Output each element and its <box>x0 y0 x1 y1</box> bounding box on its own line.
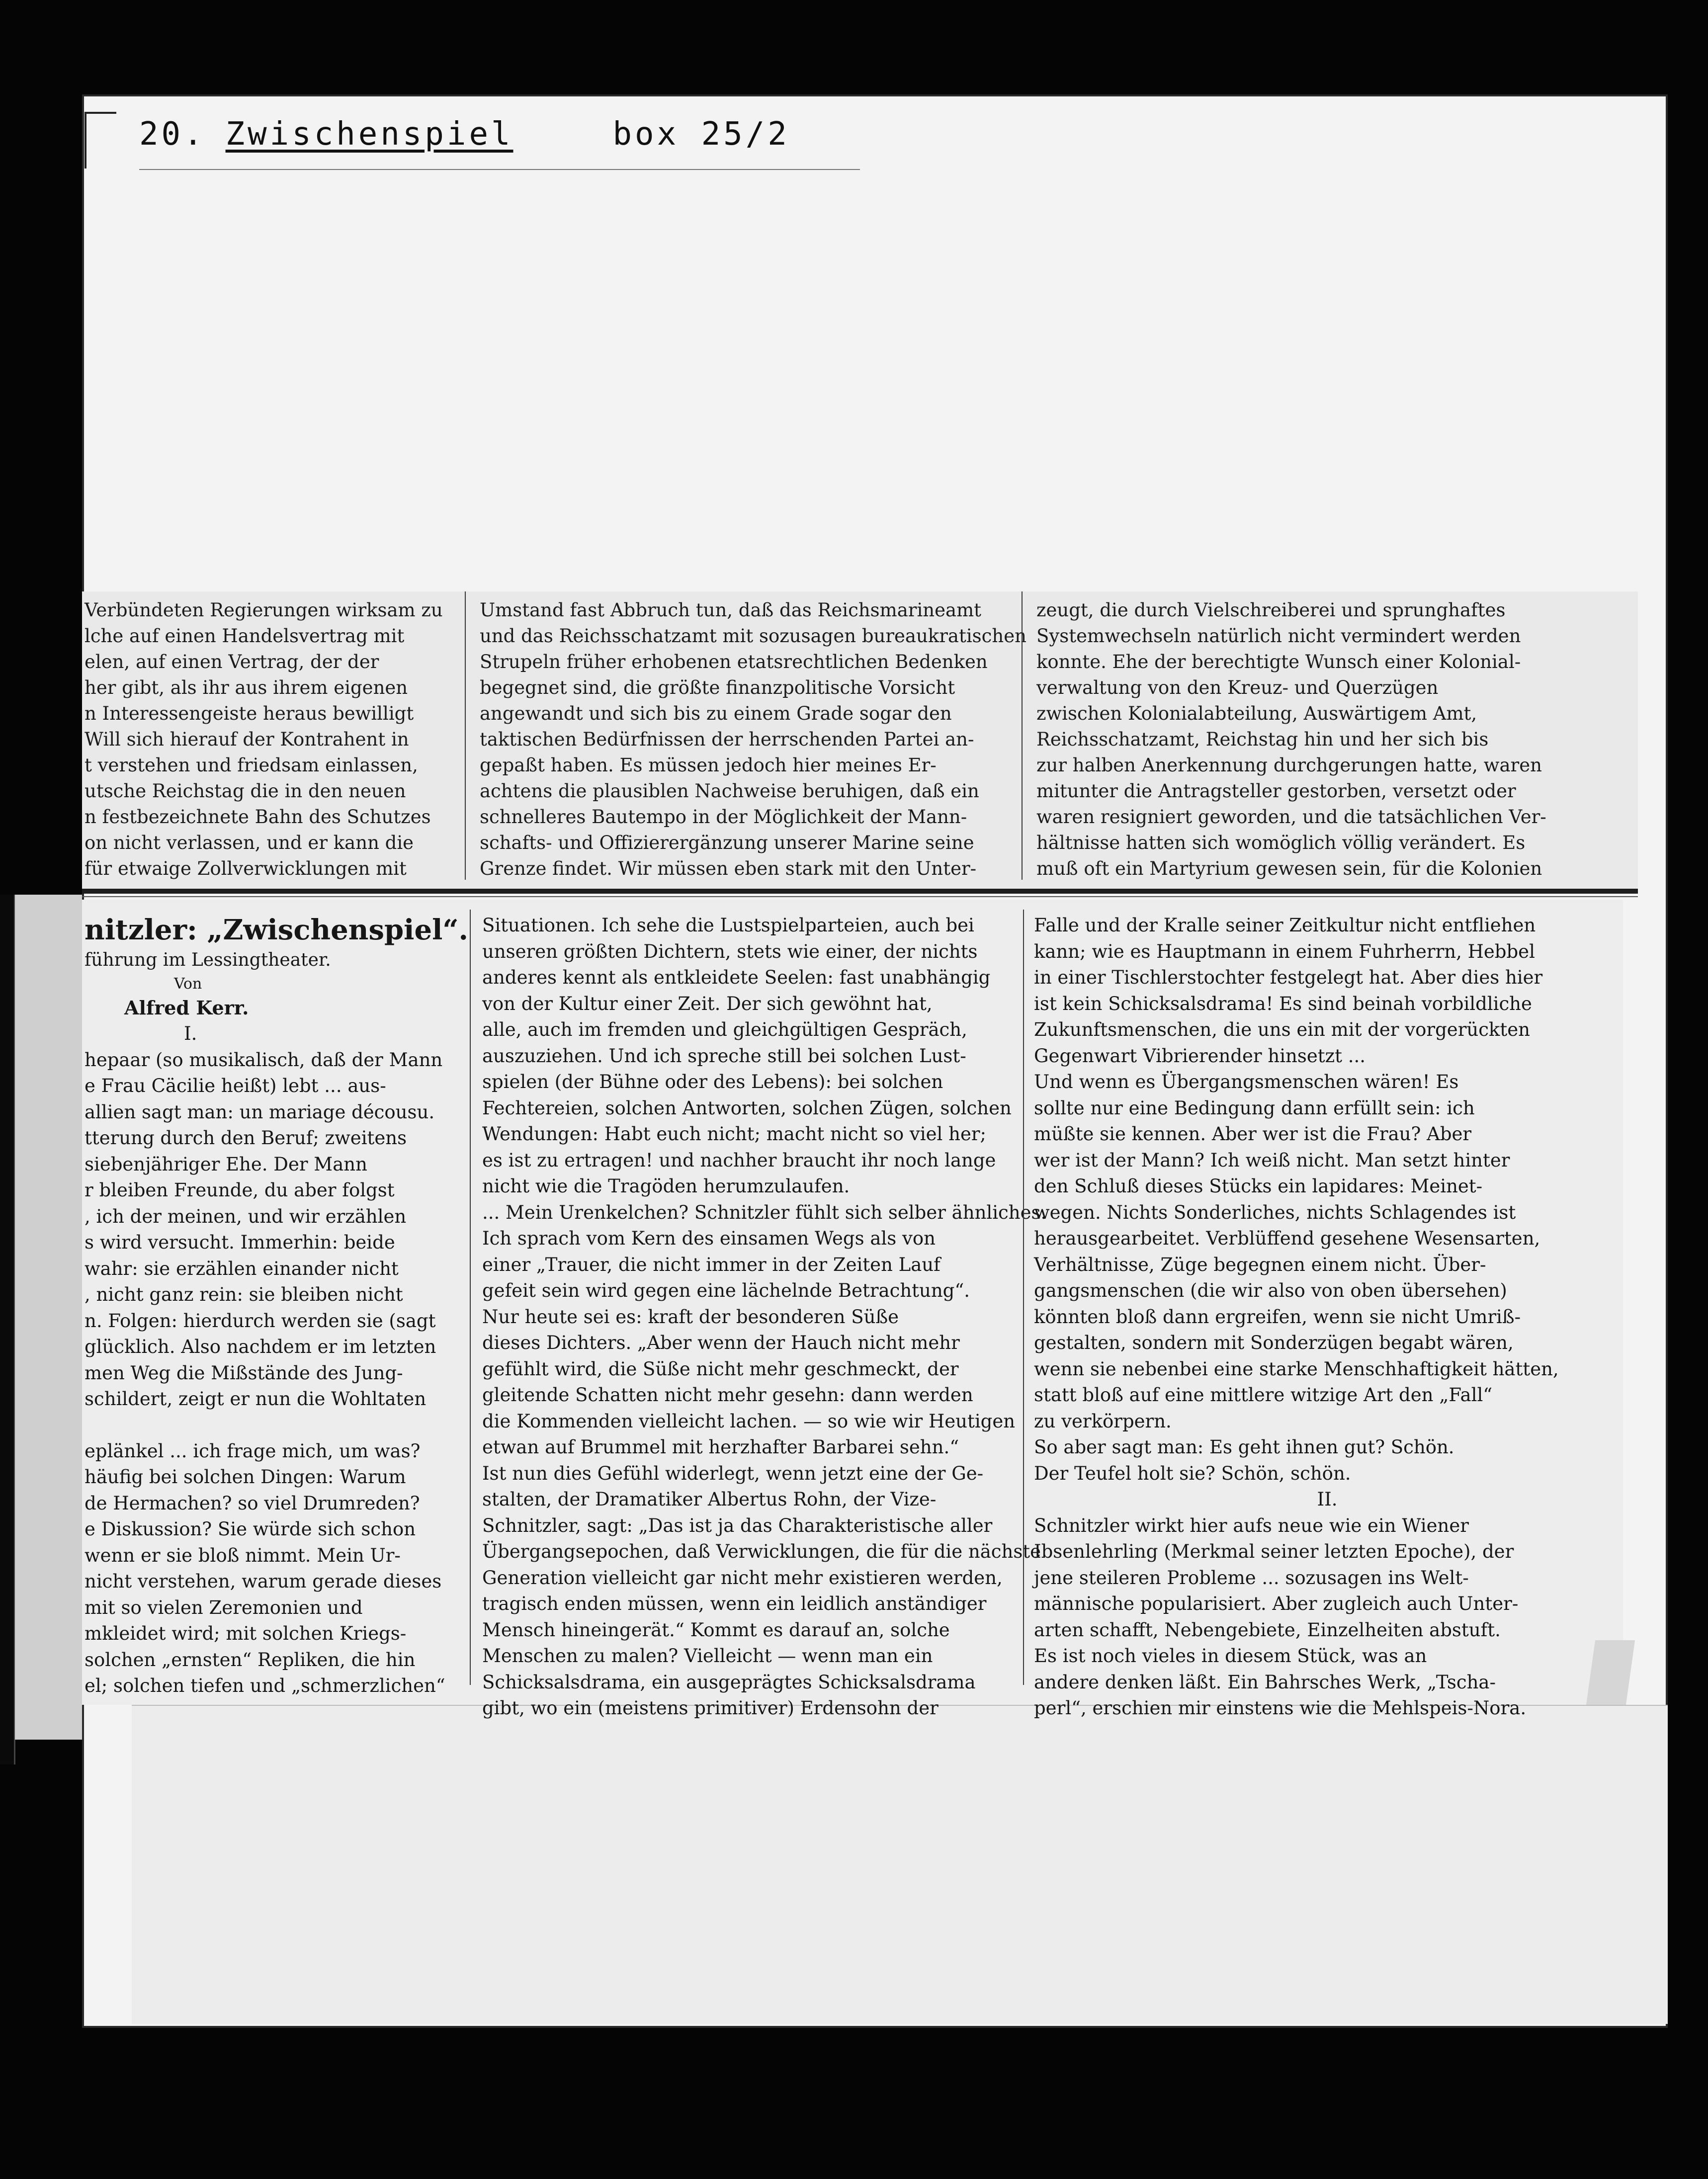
text-line: Und wenn es Übergangsmenschen wären! Es <box>1034 1071 1459 1092</box>
top-column-3 <box>1036 597 1633 882</box>
article-separator-thick <box>82 889 1638 894</box>
text-line: sollte nur eine Bedingung dann erfüllt sein: ich <box>1034 1097 1475 1119</box>
text-line: glücklich. Also nachdem er im letzten <box>85 1336 436 1357</box>
text-line: So aber sagt man: Es geht ihnen gut? Schön. <box>1034 1436 1454 1458</box>
text-line: in einer Tischlerstochter festgelegt hat. Aber dies hier <box>1034 967 1543 988</box>
text-line: tterung durch den Beruf; zweitens <box>85 1127 407 1149</box>
top-column-1 <box>85 597 529 882</box>
text-line: gefühlt wird, die Süße nicht mehr geschmeckt, der <box>482 1358 959 1380</box>
text-line: ist kein Schicksalsdrama! Es sind beinah vorbildliche <box>1034 993 1532 1014</box>
text-line: muß oft ein Martyrium gewesen sein, für die Kolonien <box>1036 858 1542 879</box>
text-line: müßte sie kennen. Aber wer ist die Frau? Aber <box>1034 1123 1472 1145</box>
header-rule <box>139 169 860 170</box>
column-rule <box>470 910 471 1685</box>
text-line: männische popularisiert. Aber zugleich auch Unter- <box>1034 1593 1519 1614</box>
text-line: kann; wie es Hauptmann in einem Fuhrherrn, Hebbel <box>1034 940 1535 962</box>
text-line: n festbezeichnete Bahn des Schutzes <box>85 806 431 828</box>
text-line: ... Mein Urenkelchen? Schnitzler fühlt sich selber ähnliches. <box>482 1201 1047 1223</box>
text-line: einer „Trauer, die nicht immer in der Zeiten Lauf <box>482 1254 940 1275</box>
text-line: Es ist noch vieles in diesem Stück, was an <box>1034 1645 1427 1667</box>
text-line: andere denken läßt. Ein Bahrsches Werk, „Tscha- <box>1034 1671 1496 1693</box>
text-line: es ist zu ertragen! und nachher braucht ihr noch lange <box>482 1149 996 1171</box>
text-line: herausgearbeitet. Verblüffend gesehene Wesensarten, <box>1034 1228 1540 1249</box>
column-rule <box>1023 910 1024 1685</box>
text-line: n Interessengeiste heraus bewilligt <box>85 703 414 724</box>
text-line: etwan auf Brummel mit herzhafter Barbarei sehn.“ <box>482 1436 959 1458</box>
review-column-2 <box>482 913 1104 1722</box>
text-line: Verhältnisse, Züge begegnen einem nicht. Über- <box>1034 1254 1486 1275</box>
text-line: anderes kennt als entkleidete Seelen: fast unabhängig <box>482 967 991 988</box>
top-clipping <box>82 591 1638 892</box>
text-line: zeugt, die durch Vielschreiberei und sprunghaftes <box>1036 599 1506 621</box>
text-line: Ist nun dies Gefühl widerlegt, wenn jetzt eine der Ge- <box>482 1462 984 1484</box>
text-line: gefeit sein wird gegen eine lächelnde Betrachtung“. <box>482 1280 970 1301</box>
text-line: Fechtereien, solchen Antworten, solchen Zügen, solchen <box>482 1097 1012 1119</box>
text-line: Zukunftsmenschen, die uns ein mit der vorgerückten <box>1034 1019 1530 1040</box>
text-line: elen, auf einen Vertrag, der der <box>85 651 379 672</box>
text-line: Umstand fast Abbruch tun, daß das Reichsmarineamt <box>480 599 982 621</box>
text-line: her gibt, als ihr aus ihrem eigenen <box>85 677 408 698</box>
text-line: die Kommenden vielleicht lachen. — so wie wir Heutigen <box>482 1410 1016 1432</box>
left-film-edge <box>0 895 15 1764</box>
text-line: Übergangsepochen, daß Verwicklungen, die für die nächste <box>482 1541 1041 1562</box>
article-title: nitzler: „Zwischenspiel“. <box>85 914 469 946</box>
text-line: konnte. Ehe der berechtigte Wunsch einer Kolonial- <box>1036 651 1521 672</box>
text-line: n. Folgen: hierdurch werden sie (sagt <box>85 1310 436 1332</box>
text-line: Schnitzler wirkt hier aufs neue wie ein Wiener <box>1034 1514 1469 1536</box>
text-line: waren resigniert geworden, und die tatsächlichen Ver- <box>1036 806 1546 828</box>
text-line: Falle und der Kralle seiner Zeitkultur nicht entfliehen <box>1034 915 1536 936</box>
column-rule <box>465 591 466 880</box>
review-column-1 <box>85 913 469 1699</box>
text-line: alle, auch im fremden und gleichgültigen Gespräch, <box>482 1019 967 1040</box>
text-line: wahr: sie erzählen einander nicht <box>85 1257 399 1279</box>
text-line: nicht wie die Tragöden herumzulaufen. <box>482 1175 850 1197</box>
text-line: Strupeln früher erhobenen etatsrechtlichen Bedenken <box>480 651 988 672</box>
review-clipping <box>82 900 1623 1719</box>
text-line: el; solchen tiefen und „schmerzlichen“ <box>85 1675 445 1696</box>
text-line: häufig bei solchen Dingen: Warum <box>85 1466 406 1488</box>
corner-mark <box>85 112 116 168</box>
text-line: angewandt und sich bis zu einem Grade sogar den <box>480 703 952 724</box>
text-line: wenn sie nebenbei eine starke Menschhaftigkeit hätten, <box>1034 1358 1559 1380</box>
text-line: Schicksalsdrama, ein ausgeprägtes Schicksalsdrama <box>482 1671 976 1693</box>
text-line: achtens die plausiblen Nachweise beruhigen, daß ein <box>480 780 979 802</box>
text-line: tragisch enden müssen, wenn ein leidlich anständiger <box>482 1593 987 1614</box>
text-line: statt bloß auf eine mittlere witzige Art den „Fall“ <box>1034 1384 1493 1406</box>
text-line: wer ist der Mann? Ich weiß nicht. Man setzt hinter <box>1034 1149 1510 1171</box>
text-line: mkleidet wird; mit solchen Kriegs- <box>85 1623 407 1644</box>
top-column-2 <box>480 597 1086 882</box>
text-line: stalten, der Dramatiker Albertus Rohn, der Vize- <box>482 1489 937 1510</box>
section-number-two: II. <box>1317 1489 1338 1510</box>
text-line: schafts- und Offizierergänzung unserer Marine seine <box>480 832 974 853</box>
text-line: spielen (der Bühne oder des Lebens): bei solchen <box>482 1071 943 1092</box>
text-line: zu verkörpern. <box>1034 1410 1172 1432</box>
text-line: verwaltung von den Kreuz- und Querzügen <box>1036 677 1439 698</box>
text-line: gleitende Schatten nicht mehr gesehn: dann werden <box>482 1384 973 1406</box>
text-line: dieses Dichters. „Aber wenn der Hauch nicht mehr <box>482 1332 960 1353</box>
text-line: von der Kultur einer Zeit. Der sich gewöhnt hat, <box>482 993 933 1014</box>
left-adjacent-scrap <box>15 895 82 1740</box>
text-line: mit so vielen Zeremonien und <box>85 1596 363 1618</box>
text-line: Will sich hierauf der Kontrahent in <box>85 729 409 750</box>
text-line: men Weg die Mißstände des Jung- <box>85 1362 403 1384</box>
text-line: perl“, erschien mir einstens wie die Mehlspeis-Nora. <box>1034 1697 1527 1719</box>
text-line: Ich sprach vom Kern des einsamen Wegs als von <box>482 1228 936 1249</box>
text-line: de Hermachen? so viel Drumreden? <box>85 1492 420 1514</box>
author-byline: Alfred Kerr. <box>124 997 249 1019</box>
text-line: könnten bloß dann ergreifen, wenn sie nicht Umriß- <box>1034 1306 1521 1328</box>
text-line: on nicht verlassen, und er kann die <box>85 832 414 853</box>
text-line: Reichsschatzamt, Reichstag hin und her sich bis <box>1036 729 1489 750</box>
card-header <box>139 112 790 157</box>
text-line: Generation vielleicht gar nicht mehr existieren werden, <box>482 1567 1003 1589</box>
box-label: box 25/2 <box>612 116 790 153</box>
text-line: jene steileren Probleme ... sozusagen ins Welt- <box>1034 1567 1469 1589</box>
text-line: Der Teufel holt sie? Schön, schön. <box>1034 1462 1351 1484</box>
text-line: s wird versucht. Immerhin: beide <box>85 1232 395 1253</box>
text-line: , ich der meinen, und wir erzählen <box>85 1205 407 1227</box>
review-column-3 <box>1034 913 1621 1722</box>
text-line: Menschen zu malen? Vielleicht — wenn man ein <box>482 1645 933 1667</box>
text-line: Grenze findet. Wir müssen eben stark mit den Unter- <box>480 858 977 879</box>
text-line: allien sagt man: un mariage décousu. <box>85 1101 435 1123</box>
text-line: wenn er sie bloß nimmt. Mein Ur- <box>85 1544 401 1566</box>
text-line: zur halben Anerkennung durchgerungen hatte, waren <box>1036 754 1542 776</box>
text-line: schildert, zeigt er nun die Wohltaten <box>85 1388 427 1410</box>
text-line: für etwaige Zollverwicklungen mit <box>85 858 407 879</box>
text-line: gibt, wo ein (meistens primitiver) Erdensohn der <box>482 1697 939 1719</box>
text-line: hepaar (so musikalisch, daß der Mann <box>85 1049 443 1071</box>
text-line: utsche Reichstag die in den neuen <box>85 780 406 802</box>
text-line: Systemwechseln natürlich nicht vermindert werden <box>1036 625 1521 647</box>
text-line <box>85 1413 460 1438</box>
text-line: r bleiben Freunde, du aber folgst <box>85 1179 395 1201</box>
card-lower-blank <box>132 1705 1668 2024</box>
text-line: nicht verstehen, warum gerade dieses <box>85 1571 442 1592</box>
text-line: Mensch hineingerät.“ Kommt es darauf an, solche <box>482 1619 950 1641</box>
text-line: unseren größten Dichtern, stets wie einer, der nichts <box>482 940 978 962</box>
byline-von: Von <box>174 975 202 993</box>
text-line: arten schafft, Nebengebiete, Einzelheiten abstuft. <box>1034 1619 1501 1641</box>
text-line: Situationen. Ich sehe die Lustspielparteien, auch bei <box>482 915 974 936</box>
text-line: gepaßt haben. Es müssen jedoch hier meines Er- <box>480 754 937 776</box>
text-line: auszuziehen. Und ich spreche still bei solchen Lust- <box>482 1045 966 1067</box>
article-subtitle: führung im Lessingtheater. <box>85 950 331 970</box>
text-line: begegnet sind, die größte finanzpolitische Vorsicht <box>480 677 955 698</box>
text-line: hältnisse hatten sich womöglich völlig verändert. Es <box>1036 832 1526 853</box>
text-line: den Schluß dieses Stücks ein lapidares: Meinet- <box>1034 1175 1483 1197</box>
column-rule <box>1022 591 1023 880</box>
text-line: Nur heute sei es: kraft der besonderen Süße <box>482 1306 899 1328</box>
text-line: taktischen Bedürfnissen der herrschenden Partei an- <box>480 729 974 750</box>
text-line: und das Reichsschatzamt mit sozusagen bureaukratischen <box>480 625 1026 647</box>
text-line: Ibsenlehrling (Merkmal seiner letzten Epoche), der <box>1034 1541 1514 1562</box>
text-line: siebenjähriger Ehe. Der Mann <box>85 1153 367 1175</box>
text-line: Gegenwart Vibrierender hinsetzt ... <box>1034 1045 1366 1067</box>
text-line: eplänkel ... ich frage mich, um was? <box>85 1440 421 1462</box>
text-line: solchen „ernsten“ Repliken, die hin <box>85 1649 416 1671</box>
text-line: gangsmenschen (die wir also von oben übersehen) <box>1034 1280 1507 1301</box>
text-line: wegen. Nichts Sonderliches, nichts Schlagendes ist <box>1034 1201 1516 1223</box>
item-number: 20. <box>139 116 206 153</box>
text-line: schnelleres Bautempo in der Möglichkeit der Mann- <box>480 806 967 828</box>
text-line: zwischen Kolonialabteilung, Auswärtigem Amt, <box>1036 703 1477 724</box>
text-line: , nicht ganz rein: sie bleiben nicht <box>85 1284 403 1305</box>
text-line: gestalten, sondern mit Sonderzügen begabt wären, <box>1034 1332 1514 1353</box>
text-line: Schnitzler, sagt: „Das ist ja das Charakteristische aller <box>482 1514 993 1536</box>
text-line: lche auf einen Handelsvertrag mit <box>85 625 405 647</box>
text-line: Verbündeten Regierungen wirksam zu <box>85 599 443 621</box>
text-line: e Frau Cäcilie heißt) lebt ... aus- <box>85 1075 386 1096</box>
folder-title: Zwischenspiel <box>225 116 513 153</box>
article-separator-thin <box>82 896 1638 897</box>
text-line: t verstehen und friedsam einlassen, <box>85 754 418 776</box>
text-line: Wendungen: Habt euch nicht; macht nicht so viel her; <box>482 1123 987 1145</box>
text-line: mitunter die Antragsteller gestorben, versetzt oder <box>1036 780 1516 802</box>
text-line: e Diskussion? Sie würde sich schon <box>85 1518 416 1540</box>
section-number-one: I. <box>184 1023 197 1044</box>
